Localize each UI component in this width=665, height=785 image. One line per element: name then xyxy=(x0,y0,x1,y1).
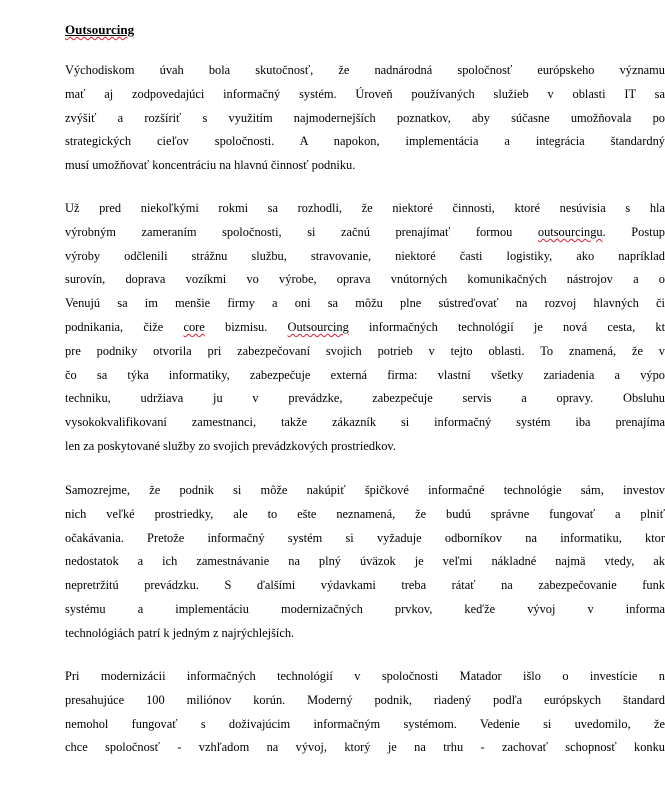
text-line: výroby odčlenili strážnu službu, stravovanie, niektoré časti logistiky, ako napríklad xyxy=(65,248,665,263)
paragraph-1 xyxy=(65,59,665,178)
text-line: musí umožňovať koncentráciu na hlavnú činnosť podniku. xyxy=(65,158,356,173)
text-line: nedostatok a ich zamestnávanie na plný úväzok je veľmi nákladné najmä vtedy, ak xyxy=(65,554,665,569)
text-line: chce spoločnosť - vzhľadom na vývoj, ktorý je na trhu - zachovať schopnosť konku xyxy=(65,740,665,755)
text-line: presahujúce 100 miliónov korún. Moderný podnik, riadený podľa európskych štandard xyxy=(65,692,665,707)
paragraph-2 xyxy=(65,197,665,459)
text-line: očakávania. Pretože informačný systém si vyžaduje odborníkov na informatiku, ktor xyxy=(65,530,665,545)
text-line: zvýšiť a rozšíriť s využitím najmodernejších poznatkov, aby súčasne umožňovala po xyxy=(65,110,665,125)
spellcheck-mark: Outsourcing xyxy=(287,319,349,334)
text-line: strategických cieľov spoločnosti. A napokon, implementácia a integrácia štandardný xyxy=(65,134,665,149)
text-line: vysokokvalifikovaní zamestnanci, takže zákazník si informačný systém iba prenajíma xyxy=(65,415,665,430)
spellcheck-mark: outsourcingu xyxy=(537,224,603,239)
text-line: pre podniky otvorila pri zabezpečovaní svojich potrieb v tejto oblasti. To znamená, že v xyxy=(65,343,665,358)
text-line: nemohol fungovať s doživajúcim informačným systémom. Vedenie si uvedomilo, že xyxy=(65,716,665,731)
text-line: Východiskom úvah bola skutočnosť, že nadnárodná spoločnosť európskeho významu xyxy=(65,63,665,77)
text-line: čo sa týka informatiky, zabezpečuje externá firma: vlastní všetky zariadenia a výpo xyxy=(65,367,665,382)
text-line: výrobným zameraním spoločnosti, si začnú prenajímať formou outsourcingu. Postup xyxy=(65,224,665,239)
spellcheck-mark: Outsourcing xyxy=(65,22,135,37)
text-line: podnikania, čiže core bizmisu. Outsourcing informačných technológií je nová cesta, kt xyxy=(65,319,665,334)
text-line: len za poskytované služby zo svojich prevádzkových prostriedkov. xyxy=(65,438,396,453)
text-line: Pri modernizácii informačných technológií v spoločnosti Matador išlo o investície n xyxy=(65,669,665,683)
paragraph-3 xyxy=(65,479,665,646)
text-line: Venujú sa im menšie firmy a oni sa môžu plne sústreďovať na rozvoj hlavných či xyxy=(65,296,665,311)
text-line: nich veľké prostriedky, ale to ešte neznamená, že budú správne fungovať a plniť xyxy=(65,506,665,521)
text-line: technológiách patrí k jedným z najrýchlejších. xyxy=(65,625,295,640)
text-line: Už pred niekoľkými rokmi sa rozhodli, že niektoré činnosti, ktoré nesúvisia s hla xyxy=(65,201,665,215)
text-line: techniku, udržiava ju v prevádzke, zabezpečuje servis a opravy. Obsluhu xyxy=(65,391,665,406)
text-line: surovín, doprava vozíkmi vo výrobe, oprava vnútorných komunikačných nástrojov a o xyxy=(65,272,665,287)
document-heading xyxy=(65,22,134,38)
text-line: nepretržitú prevádzku. S ďalšími výdavkami treba rátať na zabezpečovanie funk xyxy=(65,578,665,593)
text-line: mať aj zodpovedajúci informačný systém. Úroveň používaných služieb v oblasti IT sa xyxy=(65,86,665,101)
text-line: systému a implementáciu modernizačných prvkov, keďže vývoj v informa xyxy=(65,601,665,616)
paragraph-4 xyxy=(65,665,665,760)
spellcheck-mark: core xyxy=(183,319,205,334)
text-line: Samozrejme, že podnik si môže nakúpiť špičkové informačné technológie sám, investov xyxy=(65,483,665,497)
